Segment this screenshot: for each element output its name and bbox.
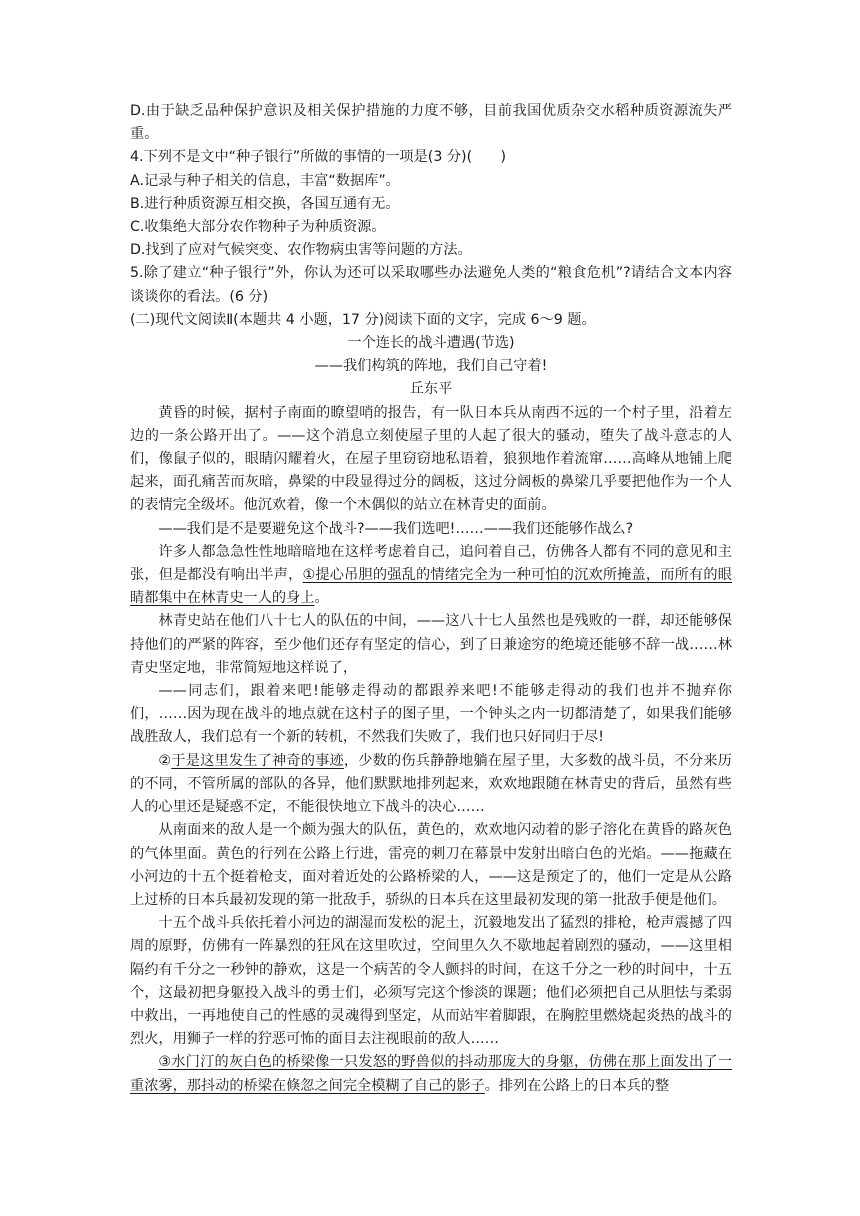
article-paragraph-1: 黄昏的时候，据村子南面的瞭望哨的报告，有一队日本兵从南西不远的一个村子里，沿着左边的一条公路开出了。——这个消息立刻使屋子里的人起了很大的骚动，堕失了战斗意志的人们，像鼠子似的，眼睛闪耀着火，在屋子里窃窃地私语着，狼狈地作着流窜……高峰从地铺上爬起来，面孔痛苦而灰暗，鼻梁的中段显得过分的阔板，这过分阔板的鼻梁几乎要把他作为一个人的表情完全级坏。他沉欢着，像一个木偶似的站立在林青史的面前。 <box>130 404 732 514</box>
paragraph-3-lead: 许多人都急急性性地暗暗地在这样考虑着自己，追问着自己，仿佛各人都有不同的意见和主张，但是都没有响出半声， <box>130 543 732 584</box>
article-paragraph-3 <box>130 541 732 611</box>
section-heading: (二)现代文阅读Ⅱ(本题共 4 小题，17 分)阅读下面的文字，完成 6～9 题。 <box>130 311 596 328</box>
article-paragraph-8: 十五个战斗兵依托着小河边的湖湿而发松的泥土，沉毅地发出了猛烈的排枪，枪声震撼了四周的原野，仿佛有一阵暴烈的狂风在这里吹过，空间里久久不歇地起着剧烈的骚动，——这里相隔约有千分之一秒钟的静欢，这是一个病苦的令人颤抖的时间，在这千分之一秒的时间中，十五个，这最初把身躯投入战斗的勇士们，必须写完这个惨淡的课题；他们必须把自己从胆怯与柔弱中救出，一再地使自己的性感的灵魂得到坚定，从而站牢着脚跟，在胸腔里燃烧起炎热的战斗的烈火，用狮子一样的狞恶可怖的面目去注视眼前的敌人…… <box>130 915 732 1048</box>
q4-option-d: D.找到了应对气候突变、农作物病虫害等问题的方法。 <box>130 242 472 259</box>
q4-option-c: C.收集绝大部分农作物种子为种质资源。 <box>130 219 386 236</box>
underlined-sentence-3: ③水门汀的灰白色的桥梁像一只发怒的野兽似的抖动那庞大的身躯，仿佛在那上面发出了一重浓雾，那抖动的桥梁在倏忽之间完全模糊了自己的影子 <box>130 1054 732 1094</box>
marker-2: ② <box>158 752 172 769</box>
q3-option-d: D.由于缺乏品种保护意识及相关保护措施的力度不够，目前我国优质杂交水稻种质资源流失严重。 <box>130 103 732 143</box>
document-page <box>130 100 732 1098</box>
article-title: 一个连长的战斗遭遇(节选) <box>347 335 515 352</box>
article-subtitle: ——我们构筑的阵地，我们自己守着! <box>314 358 548 375</box>
article-paragraph-6 <box>130 750 732 820</box>
paragraph-6-tail: ，少数的伤兵静静地躺在屋子里，大多数的战斗员，不分来历的不同，不管所属的部队的各异，他们默默地排列起来，欢欢地跟随在林青史的背后，虽然有些人的心里还是疑惑不定，不能很快地立下战斗的决心…… <box>130 752 732 816</box>
underlined-sentence-1: ①提心吊胆的强乱的情绪完全为一种可怕的沉欢所掩盖，而所有的眼睛都集中在林青史一人的身上 <box>130 567 732 607</box>
q4-option-a: A.记录与种子相关的信息，丰富“数据库”。 <box>130 172 400 189</box>
article-paragraph-4: 林青史站在他们八十七人的队伍的中间，——这八十七人虽然也是残败的一群，却还能够保持他们的严紧的阵容，至少他们还存有坚定的信心，到了日兼途穷的绝境还能够不辞一战……林青史坚定地，非常简短地这样说了， <box>130 613 732 676</box>
article-author: 丘东平 <box>409 381 453 398</box>
article-paragraph-2: ——我们是不是要避免这个战斗?——我们选吧!……——我们还能够作战么? <box>158 520 634 537</box>
paragraph-9-tail: 。排列在公路上的日本兵的整 <box>484 1077 670 1094</box>
article-paragraph-5: ——同志们，跟着来吧!能够走得动的都跟养来吧!不能够走得动的我们也并不抛弃你们，……因为现在战斗的地点就在这村子的图子里，一个钟头之内一切都清楚了，如果我们能够战胜敌人，我们总有一个新的转机，不然我们失败了，我们也只好同归于尽! <box>130 683 732 746</box>
article-paragraph-7: 从南面来的敌人是一个颇为强大的队伍，黄色的，欢欢地闪动着的影子溶化在黄昏的路灰色的气体里面。黄色的行列在公路上行进，雷亮的刺刀在幕景中发射出暗白色的光焰。——拖藏在小河边的十五个挺着枪支，面对着近处的公路桥梁的人，——这是预定了的，他们一定是从公路上过桥的日本兵最初发现的第一批敌手，骄纵的日本兵在这里最初发现的第一批敌手便是他们。 <box>130 822 732 908</box>
paragraph-3-tail: 。 <box>314 590 329 607</box>
q4-stem: 4.下列不是文中“种子银行”所做的事情的一项是(3 分)( ) <box>130 149 507 166</box>
underlined-sentence-2: 于是这里发生了神奇的事迹 <box>171 752 344 769</box>
q5-stem: 5.除了建立“种子银行”外，你认为还可以采取哪些办法避免人类的“粮食危机”?请结合文本内容谈谈你的看法。(6 分) <box>130 265 732 305</box>
q4-option-b: B.进行种质资源互相交换，各国互通有无。 <box>130 195 400 212</box>
article-paragraph-9 <box>130 1051 732 1097</box>
